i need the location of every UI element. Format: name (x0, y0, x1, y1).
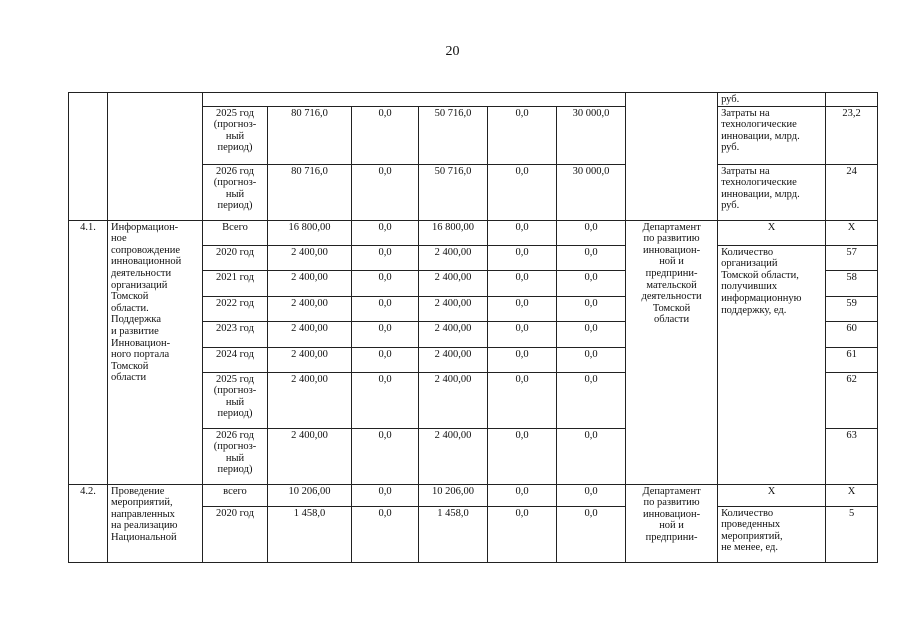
value-cell: 24 (826, 164, 878, 220)
executor-cell: Департамент по развитию инновацион- ной и предприни- мательской деятельности Томской области (626, 220, 718, 484)
amount-cell: 2 400,00 (268, 372, 352, 428)
amount-cell: 0,0 (352, 372, 419, 428)
amount-cell: 2 400,00 (419, 270, 488, 296)
amount-cell: 0,0 (557, 428, 626, 484)
value-cell: 57 (826, 245, 878, 270)
indicator-cell: Х (718, 484, 826, 506)
value-cell: 63 (826, 428, 878, 484)
amount-cell: 0,0 (488, 245, 557, 270)
amount-cell: 0,0 (488, 270, 557, 296)
amount-cell: 0,0 (488, 372, 557, 428)
amount-cell: 0,0 (488, 484, 557, 506)
year-cell: 2022 год (203, 296, 268, 321)
amount-cell: 0,0 (352, 321, 419, 347)
amount-cell: 0,0 (352, 220, 419, 245)
amount-cell: 2 400,00 (268, 321, 352, 347)
amount-cell: 0,0 (557, 321, 626, 347)
indicator-cell: Х (718, 220, 826, 245)
indicator-cell: Количество организаций Томской области, получивших информационную поддержку, ед. (718, 245, 826, 484)
amount-cell: 2 400,00 (268, 428, 352, 484)
amount-cell: 0,0 (488, 220, 557, 245)
amount-cell: 1 458,0 (268, 506, 352, 562)
amount-cell: 80 716,0 (268, 106, 352, 164)
amount-cell: 0,0 (352, 428, 419, 484)
amount-cell: 0,0 (557, 245, 626, 270)
value-cell: 23,2 (826, 106, 878, 164)
table-cell (626, 93, 718, 221)
page-number: 20 (445, 44, 460, 59)
amount-cell: 16 800,00 (268, 220, 352, 245)
year-cell: 2024 год (203, 347, 268, 372)
year-cell: Всего (203, 220, 268, 245)
activity-name: Информацион- ное сопровождение инновационной деятельности организаций Томской области. Поддержка и развитие Инновацион- ного портала Томской области (108, 220, 203, 484)
table-row (69, 93, 878, 107)
amount-cell: 2 400,00 (419, 372, 488, 428)
table-row (69, 484, 878, 506)
amount-cell: 0,0 (352, 296, 419, 321)
year-cell: 2025 год (прогноз- ный период) (203, 372, 268, 428)
amount-cell: 0,0 (488, 347, 557, 372)
amount-cell: 10 206,00 (268, 484, 352, 506)
year-cell: 2020 год (203, 245, 268, 270)
value-cell: 58 (826, 270, 878, 296)
amount-cell: 50 716,0 (419, 164, 488, 220)
amount-cell: 16 800,00 (419, 220, 488, 245)
amount-cell: 0,0 (557, 506, 626, 562)
amount-cell: 0,0 (557, 296, 626, 321)
amount-cell: 0,0 (557, 220, 626, 245)
indicator-cell: Количество проведенных мероприятий, не менее, ед. (718, 506, 826, 562)
amount-cell: 0,0 (557, 347, 626, 372)
table-row (69, 220, 878, 245)
amount-cell: 0,0 (488, 164, 557, 220)
amount-cell: 50 716,0 (419, 106, 488, 164)
amount-cell: 0,0 (488, 506, 557, 562)
table-cell (69, 93, 108, 221)
amount-cell: 2 400,00 (268, 347, 352, 372)
year-cell: 2020 год (203, 506, 268, 562)
program-table (68, 92, 878, 563)
value-cell: 61 (826, 347, 878, 372)
amount-cell: 0,0 (352, 164, 419, 220)
section-number: 4.2. (69, 484, 108, 562)
amount-cell: 0,0 (488, 428, 557, 484)
amount-cell: 0,0 (557, 372, 626, 428)
amount-cell: 2 400,00 (268, 245, 352, 270)
indicator-cell: руб. (718, 93, 826, 107)
value-cell: 5 (826, 506, 878, 562)
amount-cell: 30 000,0 (557, 164, 626, 220)
amount-cell: 0,0 (352, 506, 419, 562)
amount-cell: 0,0 (557, 270, 626, 296)
year-cell: 2025 год (прогноз- ный период) (203, 106, 268, 164)
executor-cell: Департамент по развитию инновацион- ной и предприни- (626, 484, 718, 562)
value-cell: Х (826, 484, 878, 506)
table-cell (108, 93, 203, 221)
indicator-cell: Затраты на технологические инновации, млрд. руб. (718, 106, 826, 164)
table-cell (203, 93, 626, 107)
value-cell: 59 (826, 296, 878, 321)
value-cell (826, 93, 878, 107)
amount-cell: 2 400,00 (419, 245, 488, 270)
amount-cell: 0,0 (352, 484, 419, 506)
amount-cell: 2 400,00 (419, 428, 488, 484)
year-cell: 2023 год (203, 321, 268, 347)
year-cell: всего (203, 484, 268, 506)
amount-cell: 1 458,0 (419, 506, 488, 562)
indicator-cell: Затраты на технологические инновации, млрд. руб. (718, 164, 826, 220)
amount-cell: 2 400,00 (419, 296, 488, 321)
amount-cell: 0,0 (557, 484, 626, 506)
amount-cell: 0,0 (352, 106, 419, 164)
value-cell: 60 (826, 321, 878, 347)
amount-cell: 2 400,00 (419, 321, 488, 347)
amount-cell: 0,0 (352, 245, 419, 270)
year-cell: 2021 год (203, 270, 268, 296)
amount-cell: 2 400,00 (268, 270, 352, 296)
amount-cell: 30 000,0 (557, 106, 626, 164)
value-cell: 62 (826, 372, 878, 428)
value-cell: Х (826, 220, 878, 245)
amount-cell: 0,0 (488, 321, 557, 347)
year-cell: 2026 год (прогноз- ный период) (203, 428, 268, 484)
amount-cell: 2 400,00 (268, 296, 352, 321)
year-cell: 2026 год (прогноз- ный период) (203, 164, 268, 220)
section-number: 4.1. (69, 220, 108, 484)
amount-cell: 2 400,00 (419, 347, 488, 372)
amount-cell: 0,0 (488, 296, 557, 321)
amount-cell: 0,0 (488, 106, 557, 164)
amount-cell: 80 716,0 (268, 164, 352, 220)
amount-cell: 0,0 (352, 270, 419, 296)
activity-name: Проведение мероприятий, направленных на реализацию Национальной (108, 484, 203, 562)
amount-cell: 0,0 (352, 347, 419, 372)
amount-cell: 10 206,00 (419, 484, 488, 506)
